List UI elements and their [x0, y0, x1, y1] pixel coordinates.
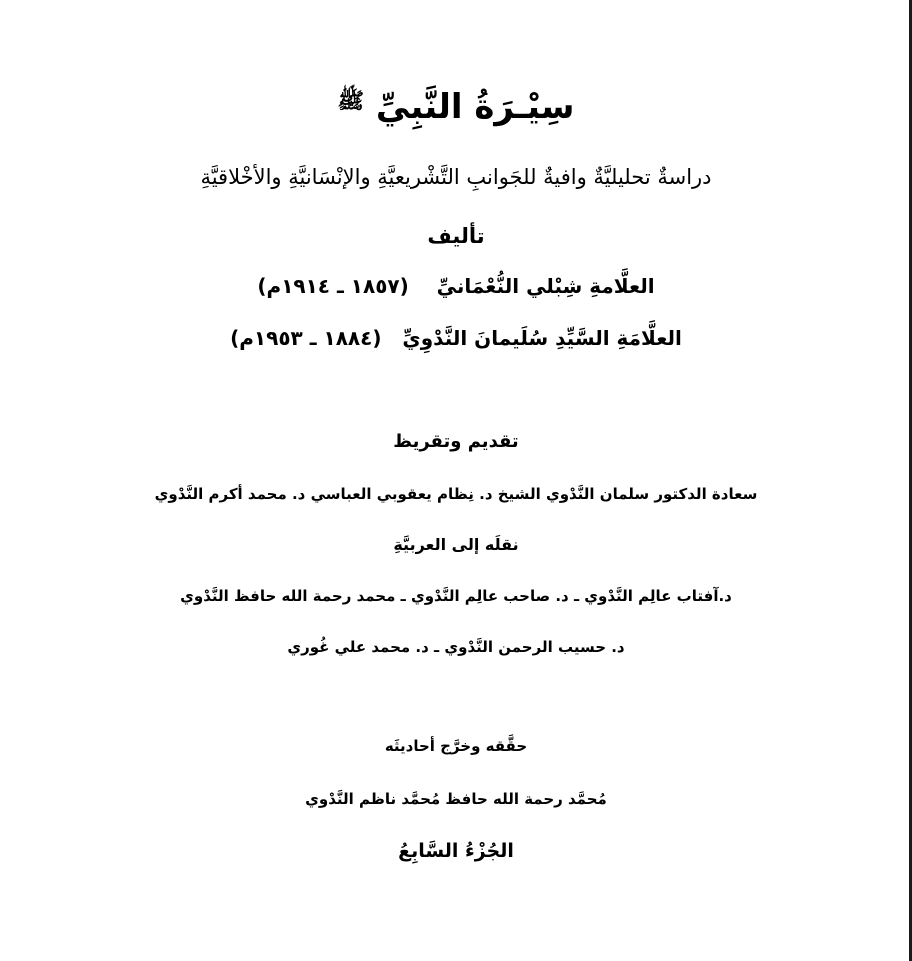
translators-line-1: د.آفتاب عالِم النَّدْوي ـ د. صاحب عالِم النَّدْوي ـ محمد رحمة الله حافظ النَّدْوي	[180, 587, 732, 605]
introduction-label: تقديم وتقريظ	[393, 431, 519, 452]
honorific-symbol: ﷺ	[337, 89, 365, 114]
author-line-2	[40, 322, 872, 354]
book-title-text: سِيْـرَةُ النَّبِيِّ	[375, 87, 575, 127]
author-1-years: (١٨٥٧ ـ ١٩١٤م)	[257, 274, 409, 298]
translation-label: نقلَه إلى العربيَّةِ	[393, 535, 519, 554]
translators-line-2: د. حسيب الرحمن النَّدْوي ـ د. محمد علي غُوري	[287, 638, 625, 656]
introduction-names: سعادة الدكتور سلمان النَّدْوي الشيخ د. نِظام يعقوبي العباسي د. محمد أكرم النَّدْوي	[154, 485, 758, 503]
author-line-1	[40, 270, 872, 302]
editor-name: مُحمَّد رحمة الله حافظ مُحمَّد ناظم النَّدْوي	[305, 790, 607, 808]
editor-label: حقَّقه وخرَّج أحاديثَه	[384, 737, 528, 755]
volume-label: الجُزْءُ السَّابِعُ	[398, 840, 514, 862]
authorship-label: تأليف	[427, 224, 485, 248]
author-2-name: العلَّامَةِ السَّيِّدِ سُلَيمانَ النَّدْوِيِّ	[402, 326, 682, 350]
book-title	[40, 78, 872, 131]
author-1-name: العلَّامةِ شِبْلي النُّعْمَانيِّ	[436, 274, 655, 298]
author-2-years: (١٨٨٤ ـ ١٩٥٣م)	[230, 326, 382, 350]
book-subtitle: دراسةٌ تحليليَّةٌ وافيةٌ للجَوانبِ التَّشْريعيَّةِ والإنْسَانيَّةِ والأخْلاقيَّةِ	[200, 165, 712, 189]
